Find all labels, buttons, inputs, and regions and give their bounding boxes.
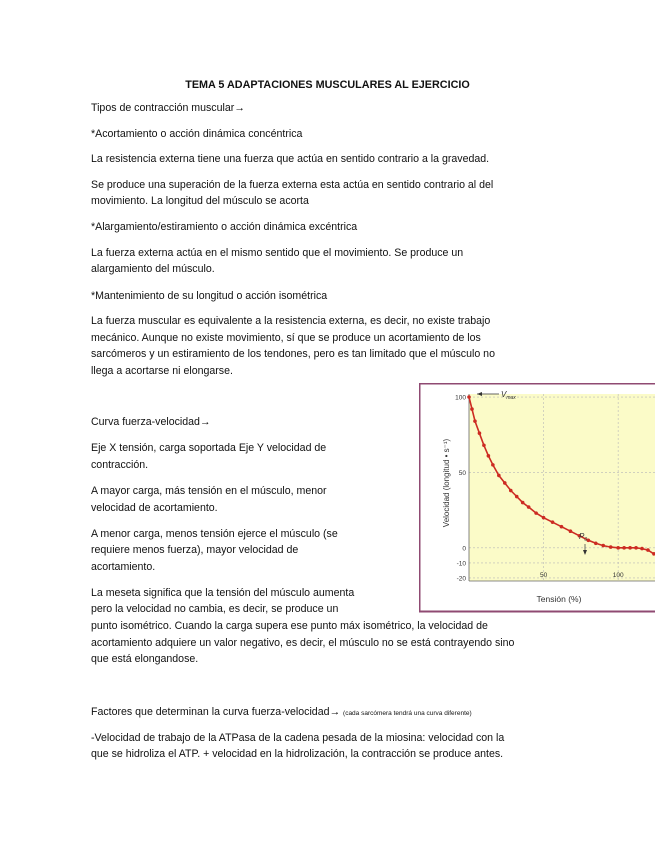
y-tick-label: 0 xyxy=(462,545,466,553)
paragraph-isometric-line2: mecánico. Aunque no existe movimiento, sí que se produce un acortamiento de los xyxy=(91,332,481,344)
data-point xyxy=(515,495,519,499)
paragraph-concentric-line2: movimiento. La longitud del músculo se acorta xyxy=(91,195,309,207)
paragraph-plateau-line1: La meseta significa que la tensión del músculo aumenta xyxy=(91,587,355,599)
subheading-concentric: *Acortamiento o acción dinámica concéntrica xyxy=(91,128,303,140)
force-velocity-chart xyxy=(419,383,655,613)
paragraph-atpase-line2: que se hidroliza el ATP. + velocidad en la hidrolización, la contracción se produce antes. xyxy=(91,748,504,760)
data-point xyxy=(527,505,531,509)
data-point xyxy=(509,489,513,493)
data-point xyxy=(616,546,620,550)
data-point xyxy=(569,529,573,533)
data-point xyxy=(542,516,546,520)
paragraph-plateau-line4: acortamiento adquiere un valor negativo, es decir, el músculo no se está contrayendo sino xyxy=(91,637,515,649)
data-point xyxy=(622,546,626,550)
data-point xyxy=(551,520,555,524)
paragraph-concentric-line1: Se produce una superación de la fuerza externa esta actúa en sentido contrario al del xyxy=(91,179,494,191)
subheading-eccentric: *Alargamiento/estiramiento o acción dinámica excéntrica xyxy=(91,221,358,233)
data-point xyxy=(601,544,605,548)
y-tick-label: -20 xyxy=(456,575,466,583)
data-point xyxy=(521,501,525,505)
data-point xyxy=(646,548,650,552)
section-heading-factors: Factores que determinan la curva fuerza-velocidad→ (cada sarcómera tendrá una curva diferente) xyxy=(91,706,472,718)
data-point xyxy=(497,474,501,478)
data-point xyxy=(503,481,507,485)
y-tick-label: -10 xyxy=(456,560,466,568)
data-point xyxy=(470,407,474,411)
x-tick-label: 100 xyxy=(612,572,624,579)
paragraph-less-load-line2: requiere menos fuerza), mayor velocidad de xyxy=(91,544,299,556)
data-point xyxy=(594,541,598,545)
paragraph-isometric-line3: sarcómeros y un estiramiento de los tendones, pero es tan limitado que el músculo no xyxy=(91,348,495,360)
data-point xyxy=(482,443,486,447)
data-point xyxy=(640,547,644,551)
x-tick-label: 50 xyxy=(539,572,548,579)
data-point xyxy=(467,395,471,399)
section-heading-contraction-types: Tipos de contracción muscular→ xyxy=(91,102,245,114)
paragraph-axes-line1: Eje X tensión, carga soportada Eje Y velocidad de xyxy=(91,442,327,454)
section-heading-force-velocity: Curva fuerza-velocidad→ xyxy=(91,416,211,428)
paragraph-less-load-line1: A menor carga, menos tensión ejerce el músculo (se xyxy=(91,528,338,540)
p0-label: $P_0$ xyxy=(579,532,588,543)
x-axis-label: Tensión (%) xyxy=(536,594,582,604)
paragraph-plateau-line3: punto isométrico. Cuando la carga supera ese punto máx isométrico, la velocidad de xyxy=(91,620,488,632)
paragraph-plateau-line5: que está elongandose. xyxy=(91,653,199,665)
plot-area xyxy=(469,394,655,581)
data-point xyxy=(534,511,538,515)
paragraph-concentric-resistance: La resistencia externa tiene una fuerza que actúa en sentido contrario a la gravedad. xyxy=(91,153,490,165)
y-axis-label: Velocidad (longitud • s⁻¹) xyxy=(442,438,451,528)
data-point xyxy=(560,525,564,529)
paragraph-more-load-line2: velocidad de acortamiento. xyxy=(91,502,218,514)
page-title: TEMA 5 ADAPTACIONES MUSCULARES AL EJERCICIO xyxy=(185,79,470,91)
factors-note: (cada sarcómera tendrá una curva diferente) xyxy=(343,710,472,717)
subheading-isometric: *Mantenimiento de su longitud o acción isométrica xyxy=(91,290,328,302)
data-point xyxy=(634,546,638,550)
paragraph-eccentric-line2: alargamiento del músculo. xyxy=(91,263,215,275)
data-point xyxy=(628,546,632,550)
paragraph-eccentric-line1: La fuerza externa actúa en el mismo sentido que el movimiento. Se produce un xyxy=(91,247,464,259)
paragraph-isometric-line4: llega a acortarse ni elongarse. xyxy=(91,365,233,377)
paragraph-plateau-line2: pero la velocidad no cambia, es decir, se produce un xyxy=(91,603,339,615)
paragraph-axes-line2: contracción. xyxy=(91,459,149,471)
data-point xyxy=(487,454,491,458)
data-point xyxy=(478,431,482,435)
vmax-label: $V_{max}$ xyxy=(501,390,516,401)
data-point xyxy=(609,545,613,549)
paragraph-more-load-line1: A mayor carga, más tensión en el músculo, menor xyxy=(91,485,327,497)
y-tick-label: 50 xyxy=(458,469,466,477)
paragraph-isometric-line1: La fuerza muscular es equivalente a la resistencia externa, es decir, no existe trabajo xyxy=(91,315,491,327)
paragraph-less-load-line3: acortamiento. xyxy=(91,561,156,573)
paragraph-atpase-line1: -Velocidad de trabajo de la ATPasa de la cadena pesada de la miosina: velocidad con la xyxy=(91,732,505,744)
data-point xyxy=(491,463,495,467)
y-tick-label: 100 xyxy=(455,394,466,402)
data-point xyxy=(473,419,477,423)
